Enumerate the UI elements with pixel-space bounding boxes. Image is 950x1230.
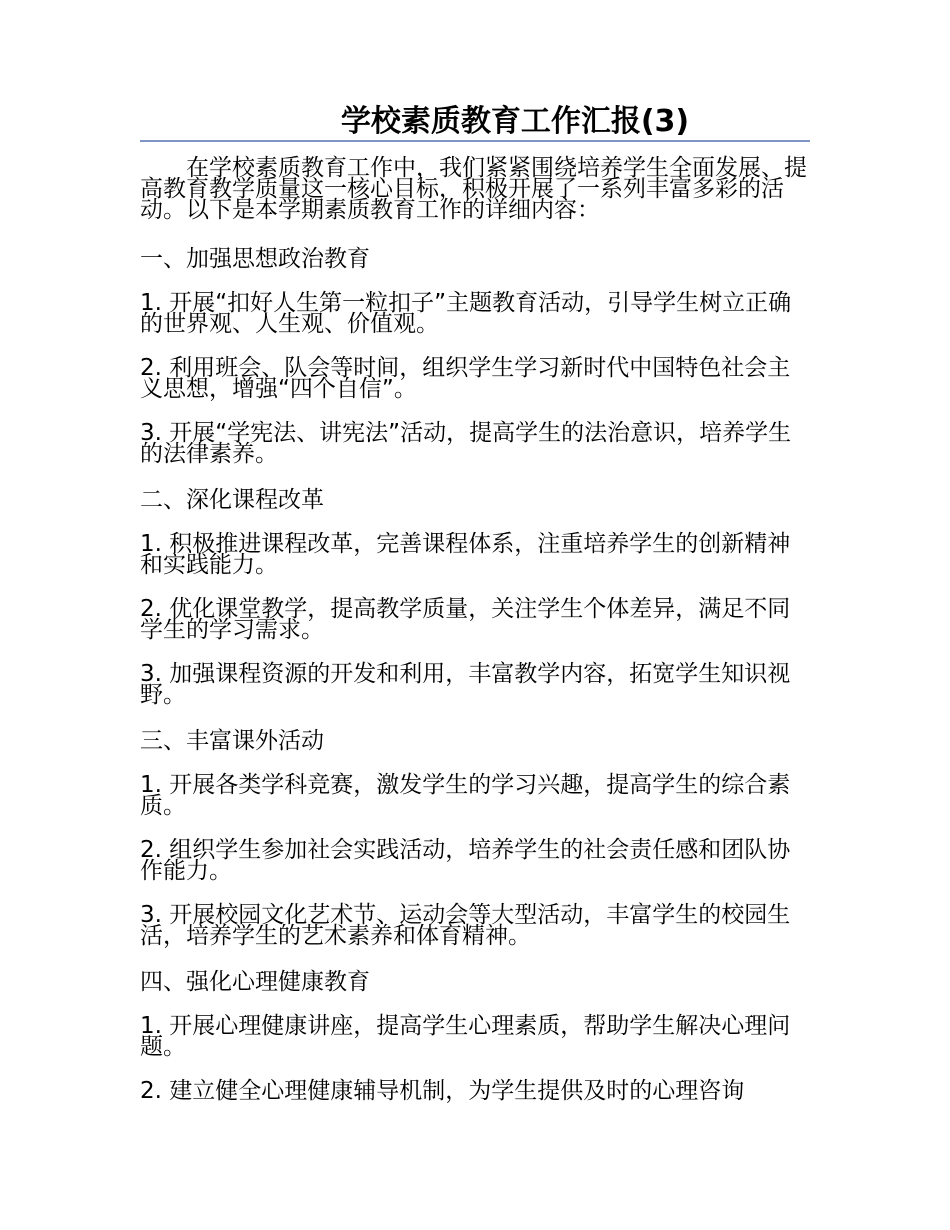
intro-paragraph: 在学校素质教育工作中，我们紧紧围绕培养学生全面发展、提高教育教学质量这一核心目标，积极开展了一系列丰富多彩的活动。以下是本学期素质教育工作的详细内容： [140, 155, 807, 223]
section-1-item-2: 2. 利用班会、队会等时间，组织学生学习新时代中国特色社会主义思想，增强“四个自信”。 [140, 355, 791, 402]
section-heading-2: 二、深化课程改革 [140, 487, 324, 513]
section-3-item-2: 2. 组织学生参加社会实践活动，培养学生的社会责任感和团队协作能力。 [140, 837, 791, 884]
section-3-item-1: 1. 开展各类学科竞赛，激发学生的学习兴趣，提高学生的综合素质。 [140, 772, 791, 819]
section-heading-1: 一、加强思想政治教育 [140, 246, 370, 272]
section-heading-3: 三、丰富课外活动 [140, 728, 324, 754]
section-3-item-3: 3. 开展校园文化艺术节、运动会等大型活动，丰富学生的校园生活，培养学生的艺术素养和体育精神。 [140, 902, 791, 949]
title-block [140, 104, 810, 142]
section-2-item-2: 2. 优化课堂教学，提高教学质量，关注学生个体差异，满足不同学生的学习需求。 [140, 596, 791, 643]
section-heading-4: 四、强化心理健康教育 [140, 969, 370, 995]
section-1-item-3: 3. 开展“学宪法、讲宪法”活动，提高学生的法治意识，培养学生的法律素养。 [140, 420, 792, 467]
document-body [140, 155, 812, 1104]
section-4-item-2: 2. 建立健全心理健康辅导机制，为学生提供及时的心理咨询 [140, 1078, 745, 1104]
section-2-item-3: 3. 加强课程资源的开发和利用，丰富教学内容，拓宽学生知识视野。 [140, 661, 791, 708]
document-title: 学校素质教育工作汇报(3) [340, 104, 690, 139]
section-4-item-1: 1. 开展心理健康讲座，提高学生心理素质，帮助学生解决心理问题。 [140, 1013, 791, 1060]
section-1-item-1: 1. 开展“扣好人生第一粒扣子”主题教育活动，引导学生树立正确的世界观、人生观、价值观。 [140, 290, 792, 337]
section-2-item-1: 1. 积极推进课程改革，完善课程体系，注重培养学生的创新精神和实践能力。 [140, 531, 791, 578]
